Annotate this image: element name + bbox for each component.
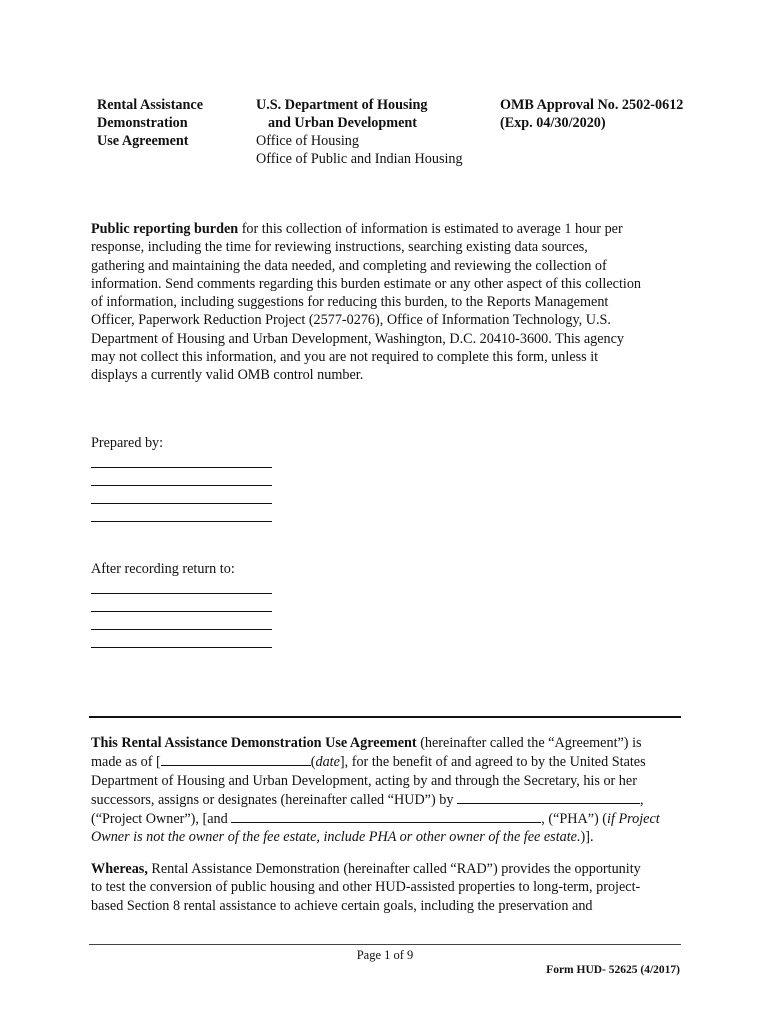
office-line-2: Office of Public and Indian Housing (256, 151, 463, 167)
agreement-line-1: (hereinafter called the “Agreement”) is (416, 735, 642, 751)
agreement-line-6-italic: Owner is not the owner of the fee estate, include PHA or other owner of the fee estate. (91, 829, 581, 846)
whereas-lead: Whereas, (91, 861, 148, 877)
form-title-line-2: Demonstration (97, 115, 188, 131)
date-hint: date (315, 754, 340, 771)
burden-statement (91, 220, 691, 385)
agreement-line-2a: made as of [ (91, 754, 161, 771)
agreement-line-5b: , (“PHA”) ( (541, 811, 608, 828)
agreement-line-5-italic: if Project (607, 811, 660, 828)
agency-name-line-2: and Urban Development (268, 115, 417, 131)
whereas-line-3: based Section 8 rental assistance to achieve certain goals, including the preservation and (91, 897, 593, 914)
agreement-line-2b: ], for the benefit of and agreed to by the United States (339, 754, 646, 771)
form-title (97, 96, 203, 150)
whereas-paragraph (91, 860, 691, 915)
burden-line-4: information. Send comments regarding this burden estimate or any other aspect of this collection (91, 275, 642, 292)
whereas-line-2: to test the conversion of public housing and other HUD-assisted properties to long-term, project- (91, 879, 641, 896)
date-blank[interactable] (161, 752, 311, 766)
burden-line-7: Department of Housing and Urban Development, Washington, D.C. 20410-3600. This agency (91, 330, 625, 347)
omb-expiration: (Exp. 04/30/2020) (500, 115, 606, 131)
whereas-line-1: Rental Assistance Demonstration (hereinafter called “RAD”) provides the opportunity (147, 861, 641, 877)
burden-line-8: may not collect this information, and you are not required to complete this form, unless it (91, 349, 599, 366)
burden-line-6: Officer, Paperwork Reduction Project (2577-0276), Office of Information Technology, U.S. (91, 312, 611, 329)
omb-approval-block (500, 96, 683, 132)
agreement-lead: This Rental Assistance Demonstration Use Agreement (91, 735, 417, 751)
footer-rule (89, 944, 681, 945)
agreement-paragraph: This Rental Assistance Demonstration Use Agreement (hereinafter called the “Agreement”) is made as of [ (date], for the benefit of and agreed to by the United States Department of Housing and Urban Development, acting by and through the Secretary, his or her successors, assigns or designates (hereinafter called “HUD”) by , (“Project Owner”), [and , (“PHA”) (if Project Owner is not the owner of the fee estate, include PHA or other owner of the fee estate.)]. (91, 734, 691, 847)
return-to-line-4[interactable] (91, 647, 272, 648)
agency-name-line-1: U.S. Department of Housing (256, 97, 428, 113)
return-to-line-1[interactable] (91, 593, 272, 594)
burden-line-9: displays a currently valid OMB control number. (91, 367, 364, 384)
burden-line-5: of information, including suggestions for reducing this burden, to the Reports Management (91, 294, 609, 311)
hud-by-blank[interactable] (457, 790, 640, 804)
prepared-by-label: Prepared by: (91, 435, 164, 451)
agreement-line-6-end: )]. (580, 829, 594, 846)
burden-line-1: for this collection of information is estimated to average 1 hour per (238, 221, 623, 237)
section-divider (89, 716, 681, 718)
agency-block (256, 96, 463, 168)
burden-line-3: gathering and maintaining the data needed, and completing and reviewing the collection of (91, 257, 607, 274)
return-to-line-2[interactable] (91, 611, 272, 612)
form-title-line-1: Rental Assistance (97, 97, 204, 113)
return-to-line-3[interactable] (91, 629, 272, 630)
pha-blank[interactable] (231, 809, 541, 823)
prepared-by-line-4[interactable] (91, 521, 272, 522)
agreement-line-4a: successors, assigns or designates (hereinafter called “HUD”) by (91, 791, 457, 808)
form-title-line-3: Use Agreement (97, 133, 189, 149)
burden-line-2: response, including the time for reviewing instructions, searching existing data sources, (91, 239, 588, 256)
agreement-line-4b: , (640, 791, 644, 808)
agreement-line-5a: (“Project Owner”), [and (91, 811, 232, 828)
prepared-by-line-2[interactable] (91, 485, 272, 486)
office-line-1: Office of Housing (256, 133, 359, 149)
burden-lead: Public reporting burden (91, 221, 239, 237)
omb-approval-number: OMB Approval No. 2502-0612 (500, 97, 684, 113)
agreement-line-3: Department of Housing and Urban Development, acting by and through the Secretary, his or her (91, 772, 637, 789)
page-number: Page 1 of 9 (356, 948, 414, 962)
form-number: Form HUD- 52625 (4/2017) (546, 964, 680, 976)
prepared-by-line-3[interactable] (91, 503, 272, 504)
prepared-by-line-1[interactable] (91, 467, 272, 468)
return-to-label: After recording return to: (91, 561, 235, 577)
